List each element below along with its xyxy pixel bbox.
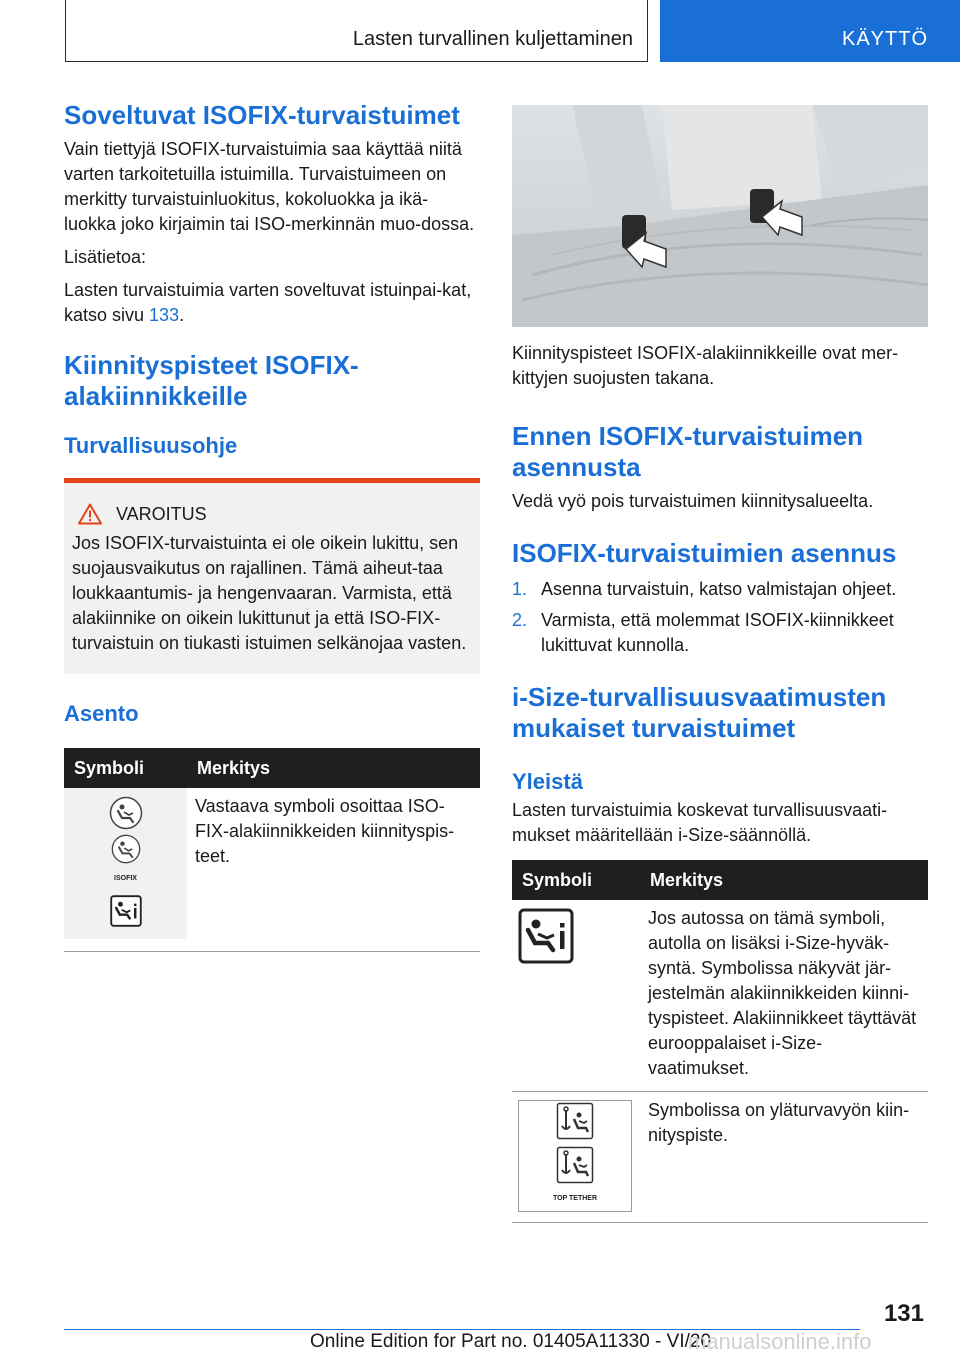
reference-end: . [179,305,185,325]
isize-child-seat-icon [518,908,574,964]
heading-ennen: Ennen ISOFIX-turvaistuimen asennusta [512,421,864,482]
paragraph-reference [64,278,480,328]
heading-kiinnityspisteet: Kiinnityspisteet ISOFIX-alakiinnikkeille [64,350,359,411]
table-row [512,900,928,1092]
top-tether-label: TOP TETHER [552,1194,598,1202]
step-text: Varmista, että molemmat ISOFIX-kiinnikkeet lukittuvat kunnolla. [541,610,894,655]
page-link[interactable]: 133 [149,305,180,325]
heading-asento: Asento [64,701,139,726]
heading-isize: i-Size-turvallisuusvaatimusten mukaiset turvaistuimet [512,682,887,743]
top-tether-icon [556,1102,594,1140]
warning-title: VAROITUS [116,503,207,524]
meaning-cell: Symbolissa on yläturvavyön kiin-nityspiste. [640,1092,928,1223]
symbol-cell [64,788,187,939]
meaning-cell: Vastaava symboli osoittaa ISO-FIX-alakiinnikkeiden kiinnityspis-teet. [195,796,455,866]
step-text: Asenna turvaistuin, katso valmistajan ohjeet. [541,579,897,599]
steps-list [512,577,928,658]
isofix-anchor-photo [512,105,928,327]
heading-turvallisuusohje: Turvallisuusohje [64,433,238,458]
heading-asennus: ISOFIX-turvaistuimien asennus [512,538,897,568]
page-number: 131 [883,1300,924,1327]
table-header-merkitys: Merkitys [187,748,480,788]
right-column [512,105,928,1223]
symbol-cell [512,1092,640,1223]
reference-text: Lasten turvaistuimia varten soveltuvat istuinpai-kat, katso sivu [64,280,472,325]
top-tether-icon-variant [556,1146,594,1184]
paragraph-intro: Vain tiettyjä ISOFIX-turvaistuimia saa käyttää niitä varten tarkoitetuilla istuimilla. Turvaistuimeen on merkitty turvaistuinluokitus, kokoluokka ja ikä-luokka joko kirjaimin tai ISO-merkinnän muo-dossa. [64,139,475,234]
section-tab-label: KÄYTTÖ [841,28,928,50]
paragraph-ennen: Vedä vyö pois turvaistuimen kiinnitysalueelta. [512,491,874,511]
top-tether-symbol-box [518,1100,632,1212]
symbol-cell [512,900,640,1092]
symbol-table-isofix [64,748,480,939]
meaning-cell: Jos autossa on tämä symboli, autolla on lisäksi i-Size-hyväk-syntä. Symbolissa näkyvät jär-jestelmän alakiinnikkeiden kiinni-tyspisteet. Alakiinnikkeet täyttävät eurooppalaiset i-Size-vaatimukset. [640,900,928,1092]
symbol-table-isize [512,860,928,1223]
isofix-isize-icon [110,895,142,927]
step-number: 1. [512,579,528,599]
chapter-title: Lasten turvallinen kuljettaminen [352,28,633,50]
isofix-child-seat-icon [109,796,143,830]
warning-box [64,478,480,674]
left-column [64,100,480,952]
list-item [512,608,928,658]
isofix-label: ISOFIX [114,875,137,882]
heading-yleista: Yleistä [512,769,583,794]
isofix-child-seat-small-icon [111,834,141,864]
table-row [64,788,480,939]
paragraph-lisatietoa: Lisätietoa: [64,247,147,267]
table-header-merkitys: Merkitys [640,860,928,900]
table-header-symboli: Symboli [64,748,187,788]
heading-soveltuvat: Soveltuvat ISOFIX-turvaistuimet [64,100,460,130]
photo-caption: Kiinnityspisteet ISOFIX-alakiinnikkeille ovat mer-kittyjen suojusten takana. [512,343,899,388]
section-tab[interactable] [660,0,960,62]
header-box [65,0,648,62]
table-bottom-rule [64,939,480,952]
warning-text: Jos ISOFIX-turvaistuinta ei ole oikein lukittu, sen suojausvaikutus on rajallinen. Tämä aiheut-taa loukkaantumis- ja hengenvaaran. Varmista, että alakiinnike on oikein lukittunut ja että ISO-FIX-turvaistuin on tiukasti istuimen selkänojaa vasten. [72,533,467,653]
table-header-symboli: Symboli [512,860,640,900]
paragraph-yleista: Lasten turvaistuimia koskevat turvallisuusvaati-mukset määritellään i-Size-säännöllä. [512,800,888,845]
footer-edition: Online Edition for Part no. 01405A11330 - VI/20 [310,1331,712,1352]
warning-header [72,503,470,525]
warning-triangle-icon [78,503,102,525]
list-item [512,577,928,602]
step-number: 2. [512,610,528,630]
table-row [512,1092,928,1223]
watermark: manualsonline.info [688,1329,872,1354]
